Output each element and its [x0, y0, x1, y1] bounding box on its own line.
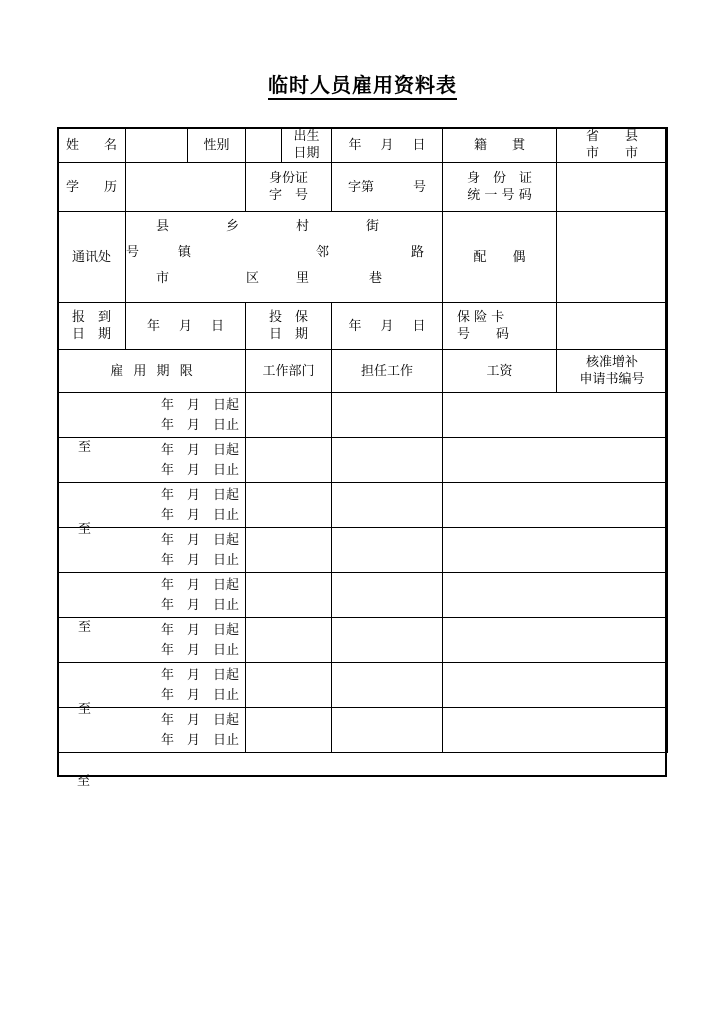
address-value-cell[interactable]	[126, 212, 443, 303]
period-dates	[161, 621, 239, 661]
period-end-date: 年 月 日止	[160, 418, 239, 433]
period-end-date: 年 月 日止	[160, 643, 239, 658]
spouse-value-cell[interactable]	[557, 212, 668, 303]
address-token-zhen: 镇	[178, 245, 192, 260]
table-row	[58, 708, 668, 753]
table-row	[58, 393, 668, 438]
department-value-cell[interactable]	[246, 438, 332, 483]
period-continuation-marker: 至	[78, 702, 92, 717]
table-row	[58, 618, 668, 663]
table-row-personal	[58, 128, 668, 163]
period-end-date: 年 月 日止	[160, 688, 239, 703]
job-value-cell[interactable]	[332, 573, 443, 618]
period-end-date: 年 月 日止	[160, 553, 239, 568]
insurance-date-label-line2: 日 期	[268, 327, 308, 342]
period-start-date: 年 月 日起	[160, 533, 239, 548]
job-value-cell[interactable]	[332, 438, 443, 483]
department-header: 工作部门	[262, 363, 315, 379]
job-value-cell[interactable]	[332, 528, 443, 573]
department-value-cell[interactable]	[246, 483, 332, 528]
education-value-cell[interactable]	[126, 163, 246, 212]
birth-date-label-cell	[282, 128, 332, 163]
employment-period-cell[interactable]	[58, 663, 246, 708]
id-unified-value-cell[interactable]	[557, 163, 668, 212]
period-dates	[161, 396, 239, 436]
insurance-card-label-line2: 号 码	[457, 327, 510, 342]
salary-approval-value-cell[interactable]	[443, 438, 668, 483]
address-token-jie: 街	[366, 219, 380, 234]
department-value-cell[interactable]	[246, 618, 332, 663]
period-dates	[161, 531, 239, 571]
salary-approval-value-cell[interactable]	[443, 483, 668, 528]
table-row	[58, 573, 668, 618]
department-value-cell[interactable]	[246, 573, 332, 618]
salary-approval-value-cell[interactable]	[443, 618, 668, 663]
report-date-label-line1: 报 到	[71, 310, 111, 325]
employment-period-cell[interactable]	[58, 618, 246, 663]
address-label-cell	[58, 212, 126, 303]
employment-period-cell[interactable]	[58, 483, 246, 528]
id-card-value-cell[interactable]	[332, 163, 443, 212]
period-end-date: 年 月 日止	[160, 733, 239, 748]
education-label: 学 历	[65, 179, 123, 195]
address-token-xian: 县	[156, 219, 170, 234]
address-token-xiang: 乡	[226, 219, 240, 234]
approval-header-line2: 申请书编号	[579, 372, 645, 387]
table-row-employment-header	[58, 350, 668, 393]
id-unified-label-line2: 统 一 号 码	[467, 188, 532, 203]
page-title-text: 临时人员雇用资料表	[268, 73, 457, 100]
job-value-cell[interactable]	[332, 663, 443, 708]
spouse-label: 配 偶	[473, 249, 526, 265]
job-value-cell[interactable]	[332, 393, 443, 438]
address-token-shi: 市	[156, 271, 170, 286]
address-token-qu: 区	[246, 271, 260, 286]
birth-date-value: 年 月 日	[348, 137, 429, 153]
department-value-cell[interactable]	[246, 393, 332, 438]
department-value-cell[interactable]	[246, 528, 332, 573]
origin-value-line2: 市 市	[585, 146, 638, 161]
origin-value-line1: 省 县	[585, 129, 638, 144]
id-unified-label-line1: 身 份 证	[466, 171, 532, 186]
period-dates	[161, 666, 239, 706]
birth-date-label-line2: 日期	[293, 146, 320, 161]
report-date-label-line2: 日 期	[71, 327, 111, 342]
department-value-cell[interactable]	[246, 708, 332, 753]
employment-period-cell[interactable]	[58, 702, 246, 753]
period-dates	[161, 576, 239, 616]
name-value-cell[interactable]	[126, 128, 188, 163]
period-start-date: 年 月 日起	[160, 398, 239, 413]
period-end-date: 年 月 日止	[160, 463, 239, 478]
origin-label: 籍 貫	[473, 137, 531, 153]
job-value-cell[interactable]	[332, 483, 443, 528]
address-token-xiang2: 巷	[369, 271, 383, 286]
table-row-report	[58, 303, 668, 350]
employment-period-cell[interactable]	[58, 522, 246, 573]
origin-label-cell	[443, 128, 557, 163]
birth-date-label-line1: 出生	[293, 129, 320, 144]
salary-header-cell	[443, 350, 557, 393]
address-token-li: 里	[296, 271, 310, 286]
employment-period-header-cell	[58, 350, 246, 393]
period-start-date: 年 月 日起	[160, 578, 239, 593]
department-value-cell[interactable]	[246, 663, 332, 708]
period-end-date: 年 月 日止	[160, 508, 239, 523]
report-date-label-cell	[58, 303, 126, 350]
employment-period-cell[interactable]	[58, 573, 246, 618]
id-card-label-cell	[246, 163, 332, 212]
period-end-date: 年 月 日止	[160, 598, 239, 613]
origin-value-cell[interactable]	[557, 128, 668, 163]
address-token-hao: 号	[126, 245, 140, 260]
department-header-cell	[246, 350, 332, 393]
insurance-date-label-line1: 投 保	[268, 310, 308, 325]
job-header: 担任工作	[360, 363, 413, 379]
employment-rows-body	[58, 393, 668, 753]
period-start-date: 年 月 日起	[160, 488, 239, 503]
name-label-cell	[58, 128, 126, 163]
salary-approval-value-cell[interactable]	[443, 393, 668, 438]
period-start-date: 年 月 日起	[160, 623, 239, 638]
employment-period-cell[interactable]	[58, 393, 246, 438]
table-row	[58, 438, 668, 483]
table-row-education	[58, 163, 668, 212]
report-date-value-cell[interactable]	[126, 303, 246, 350]
period-start-date: 年 月 日起	[160, 443, 239, 458]
salary-approval-value-cell[interactable]	[443, 573, 668, 618]
period-continuation-marker: 至	[78, 440, 92, 455]
address-token-lin: 邻	[316, 245, 330, 260]
insurance-card-label-line1: 保 险 卡	[457, 310, 505, 325]
education-label-cell	[58, 163, 126, 212]
id-card-label-line2: 字 号	[268, 188, 308, 203]
table-row	[58, 663, 668, 708]
job-value-cell[interactable]	[332, 708, 443, 753]
salary-header: 工资	[486, 363, 513, 379]
job-header-cell	[332, 350, 443, 393]
report-date-value: 年 月 日	[146, 318, 227, 334]
spouse-label-cell	[443, 212, 557, 303]
job-value-cell[interactable]	[332, 618, 443, 663]
insurance-date-value-cell[interactable]	[332, 303, 443, 350]
address-token-lu: 路	[411, 245, 425, 260]
period-continuation-marker: 至	[78, 522, 92, 537]
period-continuation-marker: 至	[78, 620, 92, 635]
trailing-zhi-marker: 至	[77, 774, 91, 789]
name-label: 姓 名	[65, 137, 123, 153]
insurance-card-label-cell	[443, 303, 557, 350]
employment-period-cell[interactable]	[58, 438, 246, 483]
birth-date-value-cell[interactable]	[332, 128, 443, 163]
table-row	[58, 483, 668, 528]
id-unified-label-cell	[443, 163, 557, 212]
insurance-date-value: 年 月 日	[348, 318, 429, 334]
address-token-cun: 村	[296, 219, 310, 234]
period-dates	[161, 486, 239, 526]
approval-header-line1: 核准增补	[585, 355, 638, 370]
period-start-date: 年 月 日起	[160, 668, 239, 683]
salary-approval-value-cell[interactable]	[443, 528, 668, 573]
gender-value-cell[interactable]	[246, 128, 282, 163]
salary-approval-value-cell[interactable]	[443, 708, 668, 753]
gender-label-cell	[188, 128, 246, 163]
id-card-value: 字第 号	[347, 179, 426, 195]
salary-approval-value-cell[interactable]	[443, 663, 668, 708]
insurance-date-label-cell	[246, 303, 332, 350]
employment-period-header: 雇 用 期 限	[110, 363, 196, 379]
gender-label: 性别	[203, 137, 230, 153]
table-row-address	[58, 212, 668, 303]
period-dates	[161, 711, 239, 751]
employment-information-form	[57, 127, 668, 753]
id-card-label-line1: 身份证	[268, 171, 308, 186]
period-dates	[161, 441, 239, 481]
period-start-date: 年 月 日起	[160, 713, 239, 728]
table-row	[58, 528, 668, 573]
approval-header-cell	[557, 350, 668, 393]
insurance-card-value-cell[interactable]	[557, 303, 668, 350]
address-label: 通讯处	[71, 249, 111, 265]
page-title	[0, 72, 725, 98]
